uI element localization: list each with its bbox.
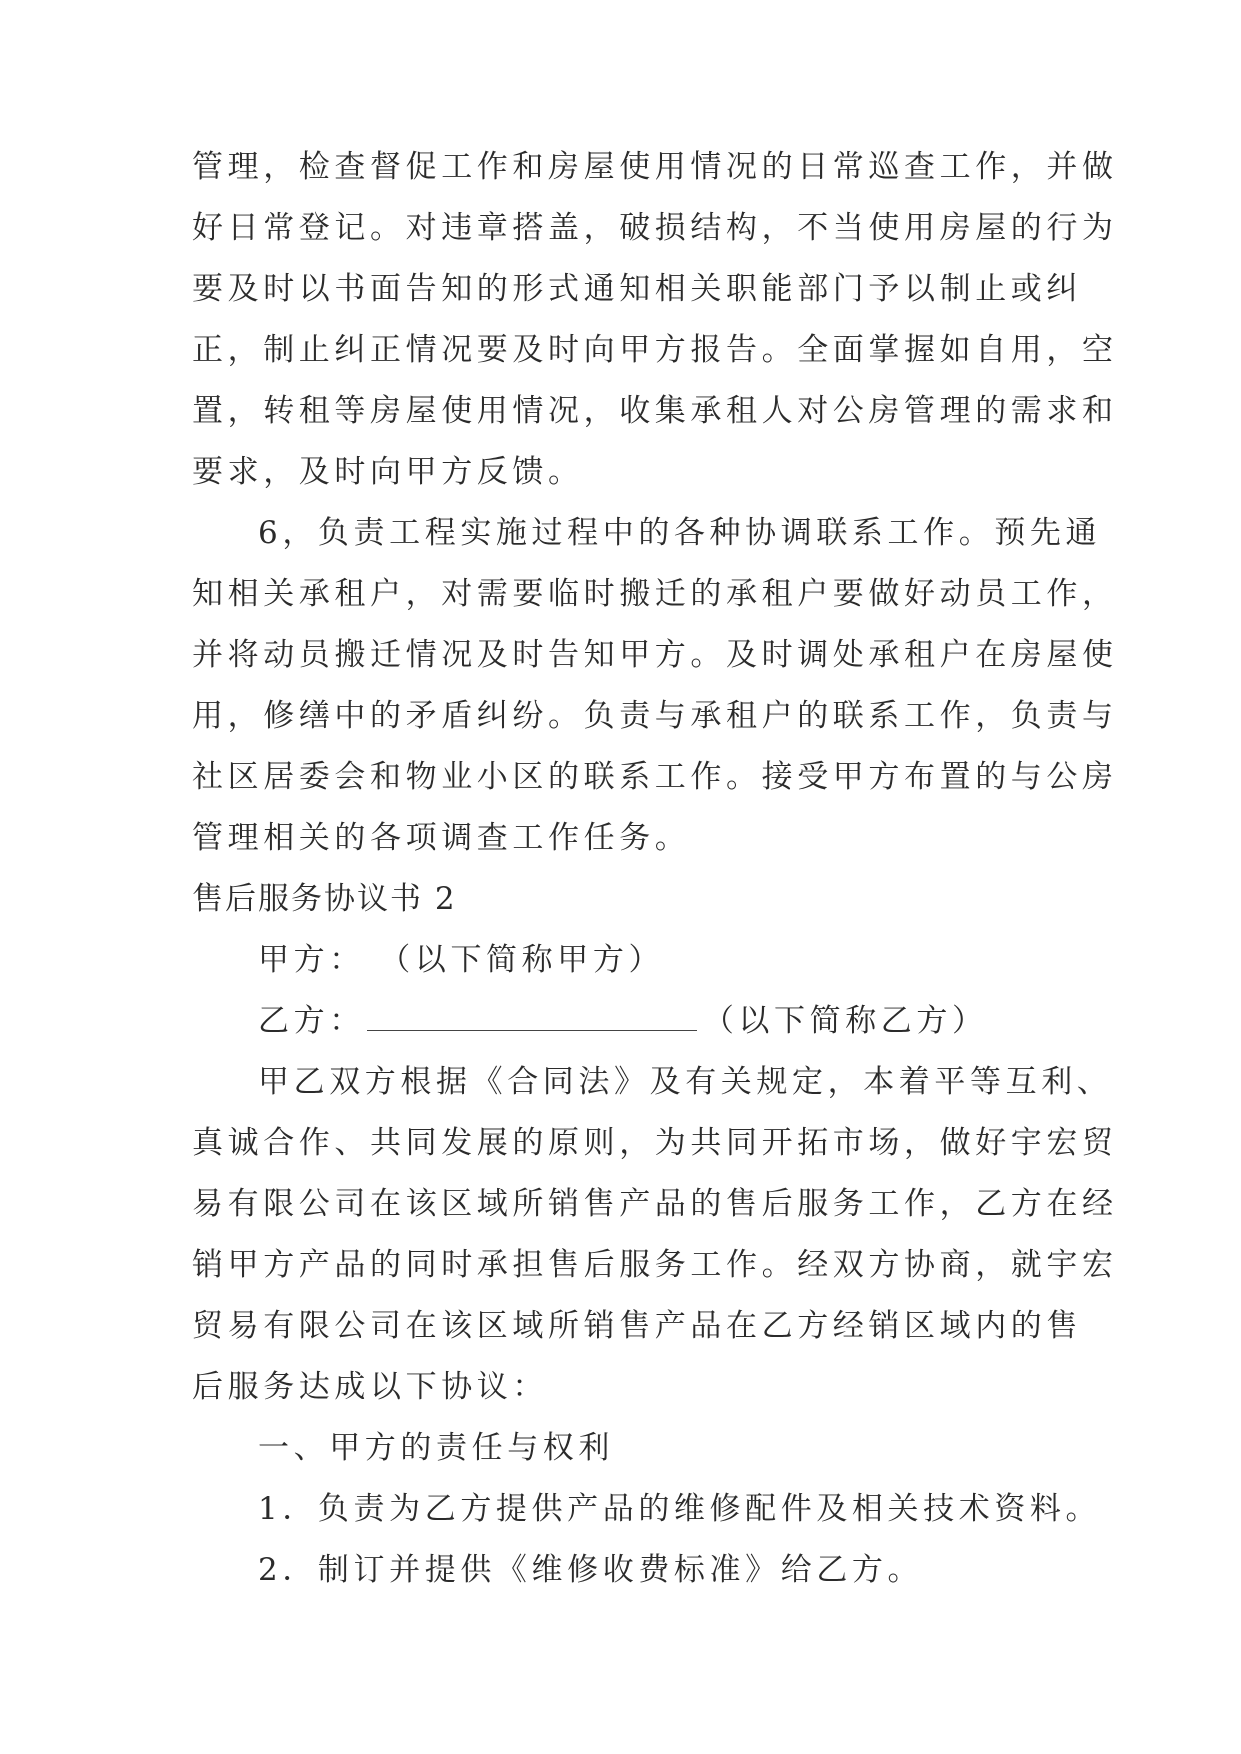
party-b-line [192, 991, 1072, 1052]
document-body [192, 137, 1118, 1601]
text-line: 用，修缮中的矛盾纠纷。负责与承租户的联系工作，负责与 [192, 698, 1118, 734]
clause-item: 1．负责为乙方提供产品的维修配件及相关技术资料。 [258, 1491, 1102, 1527]
text-line: 并将动员搬迁情况及时告知甲方。及时调处承租户在房屋使 [192, 637, 1118, 673]
text-line: 正，制止纠正情况要及时向甲方报告。全面掌握如自用，空 [192, 332, 1118, 368]
text-line: 要求，及时向甲方反馈。 [192, 454, 584, 490]
text-line: 好日常登记。对违章搭盖，破损结构，不当使用房屋的行为 [192, 210, 1118, 246]
text-line: 销甲方产品的同时承担售后服务工作。经双方协商，就宇宏 [192, 1247, 1118, 1283]
party-a-line: 甲方： （以下简称甲方） [258, 942, 665, 978]
text-line: 易有限公司在该区域所销售产品的售后服务工作，乙方在经 [192, 1186, 1118, 1222]
party-b-blank [367, 1000, 697, 1031]
text-line: 甲乙双方根据《合同法》及有关规定，本着平等互利、 [258, 1064, 1113, 1100]
party-b-label: 乙方： [258, 1003, 365, 1039]
text-line: 6，负责工程实施过程中的各种协调联系工作。预先通 [258, 515, 1102, 551]
text-line: 管理相关的各项调查工作任务。 [192, 820, 691, 856]
text-line: 真诚合作、共同发展的原则，为共同开拓市场，做好宇宏贸 [192, 1125, 1118, 1161]
clause-heading: 一、甲方的责任与权利 [258, 1430, 614, 1466]
party-b-note: （以下简称乙方） [702, 1003, 988, 1039]
text-line: 后服务达成以下协议： [192, 1369, 548, 1405]
text-line: 置，转租等房屋使用情况，收集承租人对公房管理的需求和 [192, 393, 1118, 429]
text-line: 社区居委会和物业小区的联系工作。接受甲方布置的与公房 [192, 759, 1118, 795]
text-line: 要及时以书面告知的形式通知相关职能部门予以制止或纠 [192, 271, 1082, 307]
text-line: 管理，检查督促工作和房屋使用情况的日常巡查工作，并做 [192, 149, 1118, 185]
section-title: 售后服务协议书 2 [192, 881, 457, 917]
clause-item: 2．制订并提供《维修收费标准》给乙方。 [258, 1552, 924, 1588]
text-line: 贸易有限公司在该区域所销售产品在乙方经销区域内的售 [192, 1308, 1082, 1344]
text-line: 知相关承租户，对需要临时搬迁的承租户要做好动员工作， [192, 576, 1118, 612]
